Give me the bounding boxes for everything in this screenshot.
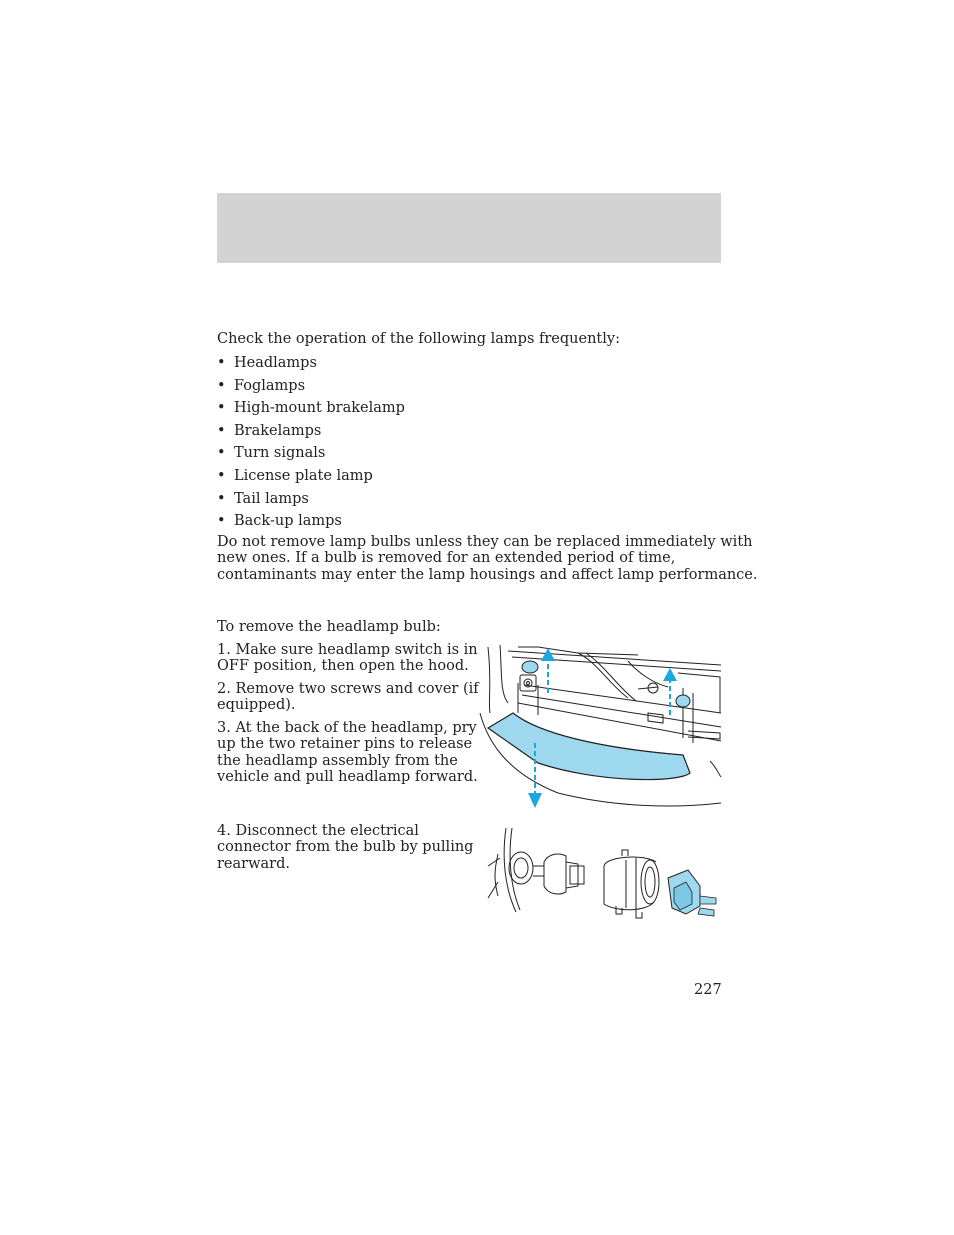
list-item: • Tail lamps <box>217 490 309 507</box>
lamp-label: License plate lamp <box>234 467 373 484</box>
lamp-label: Turn signals <box>234 445 326 462</box>
list-item: • Brakelamps <box>217 422 322 439</box>
lamp-list <box>217 352 405 533</box>
intro-text: Check the operation of the following lamps frequently: <box>217 331 620 347</box>
list-item: • Back-up lamps <box>217 513 342 530</box>
list-item: • Headlamps <box>217 355 317 371</box>
list-item: • High-mount brakelamp <box>217 400 405 417</box>
headlamp-removal-illustration <box>478 643 723 811</box>
list-item: • Turn signals <box>217 445 326 462</box>
step-1: 1. Make sure headlamp switch is in OFF position, then open the hood. <box>217 642 478 675</box>
lamp-label: Tail lamps <box>234 490 309 507</box>
section-header-band <box>217 193 721 263</box>
lamp-label: Headlamps <box>234 355 317 371</box>
step-3: 3. At the back of the headlamp, pry up the two retainer pins to release the headlamp assembly from the vehicle and pull headlamp forward. <box>217 720 478 785</box>
lamp-label: Back-up lamps <box>234 513 342 530</box>
lamp-label: High-mount brakelamp <box>234 400 405 417</box>
list-item: • License plate lamp <box>217 467 373 484</box>
lamp-label: Brakelamps <box>234 422 322 439</box>
step-2: 2. Remove two screws and cover (if equipped). <box>217 681 479 714</box>
step-4: 4. Disconnect the electrical connector from the bulb by pulling rearward. <box>217 823 474 872</box>
lamp-label: Foglamps <box>234 377 306 394</box>
bulb-warning-paragraph: Do not remove lamp bulbs unless they can be replaced immediately with new ones. If a bulb is removed for an extended period of time, contaminants may enter the lamp housings and affect lamp performance. <box>217 534 758 583</box>
page-number: 227 <box>694 982 722 998</box>
bulb-connector-illustration <box>486 826 724 928</box>
list-item: • Foglamps <box>217 377 306 394</box>
remove-intro: To remove the headlamp bulb: <box>217 619 441 635</box>
